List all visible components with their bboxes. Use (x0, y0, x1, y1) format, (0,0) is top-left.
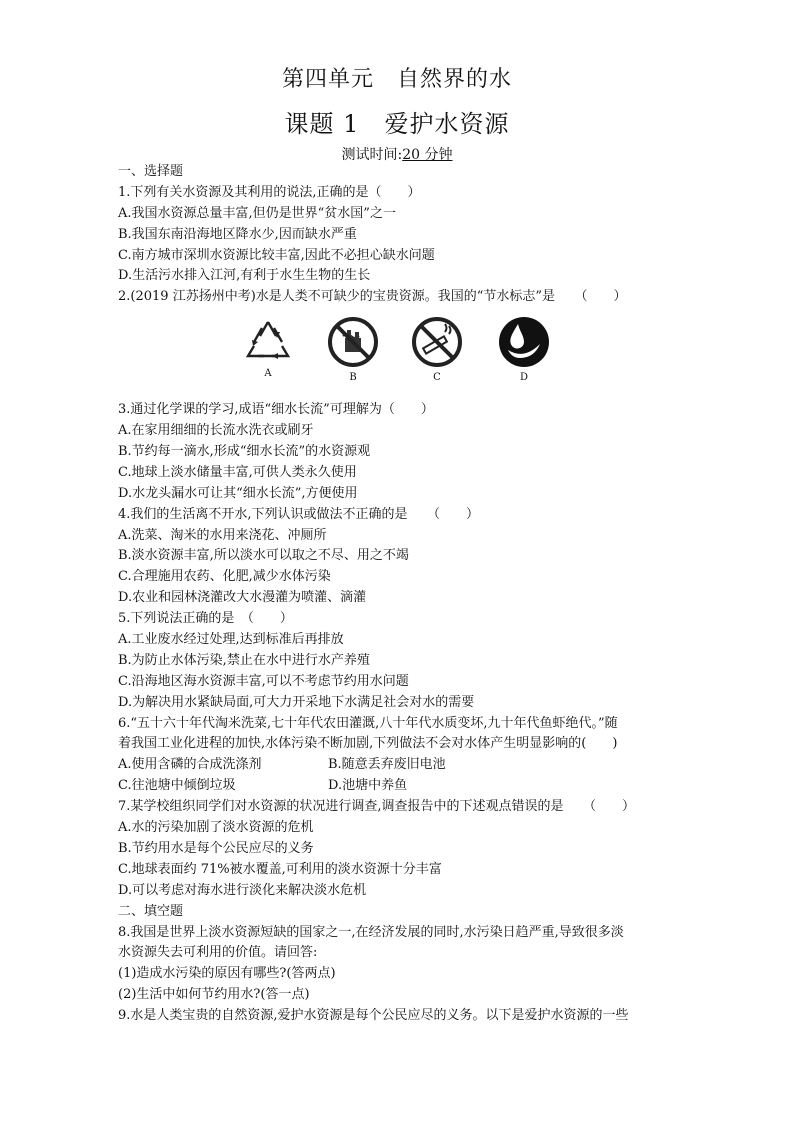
q1-option-b: B.我国东南沿海地区降水少,因而缺水严重 (118, 226, 357, 242)
section-heading-fill: 二、填空题 (118, 903, 184, 919)
no-smoking-icon (411, 316, 463, 368)
q1-option-d: D.生活污水排入江河,有利于水生生物的生长 (118, 268, 371, 284)
test-time-value: 20 分钟 (402, 147, 453, 163)
questions-body (118, 162, 684, 1027)
section-heading-choice: 一、选择题 (118, 164, 184, 179)
recycle-icon (244, 316, 292, 364)
q6-option-c: C.往池塘中倾倒垃圾 (118, 778, 236, 794)
q3-stem: 3.通过化学课的学习,成语“细水长流”可理解为（ ） (118, 402, 434, 418)
q2-option-a (238, 316, 298, 379)
q6-stem-line2: 着我国工业化进程的加快,水体污染不断加剧,下列做法不会对水体产生明显影响的( ) (118, 736, 618, 752)
q3-option-c: C.地球上淡水储量丰富,可供人类永久使用 (118, 464, 357, 480)
no-smoking-chimney-icon (327, 316, 379, 368)
q4-stem: 4.我们的生活离不开水,下列认识或做法不正确的是 （ ） (118, 506, 480, 522)
q2-icon-options (118, 308, 684, 400)
q8-sub2: (2)生活中如何节约用水?(答一点) (118, 987, 310, 1003)
q5-option-c: C.沿海地区海水资源丰富,可以不考虑节约用水问题 (118, 673, 409, 689)
q8-sub1: (1)造成水污染的原因有哪些?(答两点) (118, 966, 336, 982)
q7-option-d: D.可以考虑对海水进行淡化来解决淡水危机 (118, 882, 367, 898)
q6-option-b: B.随意丢弃废旧电池 (328, 757, 446, 773)
q7-option-a: A.水的污染加剧了淡水资源的危机 (118, 820, 314, 836)
q6-option-a: A.使用含磷的合成洗涤剂 (118, 757, 262, 773)
q3-option-b: B.节约每一滴水,形成“细水长流”的水资源观 (118, 444, 371, 460)
q7-option-b: B.节约用水是每个公民应尽的义务 (118, 840, 314, 856)
q7-stem: 7.某学校组织同学们对水资源的状况进行调查,调查报告中的下述观点错误的是 （ ） (118, 799, 636, 815)
q5-option-b: B.为防止水体污染,禁止在水中进行水产养殖 (118, 652, 370, 668)
q5-option-d: D.为解决用水紧缺局面,可大力开采地下水满足社会对水的需要 (118, 694, 475, 710)
q6-stem-line1: 6.“五十六十年代淘米洗菜,七十年代农田灌溉,八十年代水质变坏,九十年代鱼虾绝代。”随 (118, 715, 618, 731)
q6-options-row2 (118, 776, 684, 797)
q5-option-a: A.工业废水经过处理,达到标准后再排放 (118, 632, 344, 648)
q3-option-d: D.水龙头漏水可让其“细水长流”,方便使用 (118, 485, 358, 501)
test-time (0, 144, 794, 164)
q4-option-d: D.农业和园林浇灌改大水漫灌为喷灌、滴灌 (118, 590, 367, 606)
lesson-title: 课题 1 爱护水资源 (284, 110, 510, 138)
q1-option-c: C.南方城市深圳水资源比较丰富,因此不必担心缺水问题 (118, 247, 435, 263)
q8-stem-line1: 8.我国是世界上淡水资源短缺的国家之一,在经济发展的同时,水污染日趋严重,导致很多淡 (118, 924, 624, 940)
q2-option-b (323, 316, 383, 383)
q2-stem: 2.(2019 江苏扬州中考)水是人类不可缺少的宝贵资源。我国的“节水标志”是 （ ） (118, 289, 627, 305)
q4-option-b: B.淡水资源丰富,所以淡水可以取之不尽、用之不竭 (118, 548, 409, 564)
q2-option-d (494, 316, 554, 383)
q2-label-d: D (519, 372, 529, 384)
q6-option-d: D.池塘中养鱼 (328, 778, 408, 794)
q7-option-c: C.地球表面约 71%被水覆盖,可利用的淡水资源十分丰富 (118, 861, 442, 877)
q1-stem: 1.下列有关水资源及其利用的说法,正确的是（ ） (118, 184, 421, 200)
q4-option-c: C.合理施用农药、化肥,减少水体污染 (118, 569, 331, 585)
q1-option-a: A.我国水资源总量丰富,但仍是世界“贫水国”之一 (118, 205, 396, 221)
q2-label-c: C (433, 372, 441, 384)
q6-options-row1 (118, 755, 684, 776)
q2-label-a: A (264, 368, 272, 380)
water-saving-icon (498, 316, 550, 368)
q4-option-a: A.洗菜、淘米的水用来浇花、冲厕所 (118, 527, 327, 543)
test-time-label: 测试时间: (341, 147, 403, 163)
q2-label-b: B (349, 372, 357, 384)
q8-stem-line2: 水资源失去可利用的价值。请回答: (118, 945, 318, 961)
q9-stem-line1: 9.水是人类宝贵的自然资源,爱护水资源是每个公民应尽的义务。以下是爱护水资源的一些 (118, 1008, 629, 1024)
q5-stem: 5.下列说法正确的是 （ ） (118, 611, 293, 627)
q3-option-a: A.在家用细细的长流水洗衣或刷牙 (118, 423, 314, 439)
unit-title: 第四单元 自然界的水 (281, 67, 512, 92)
q2-option-c (407, 316, 467, 383)
